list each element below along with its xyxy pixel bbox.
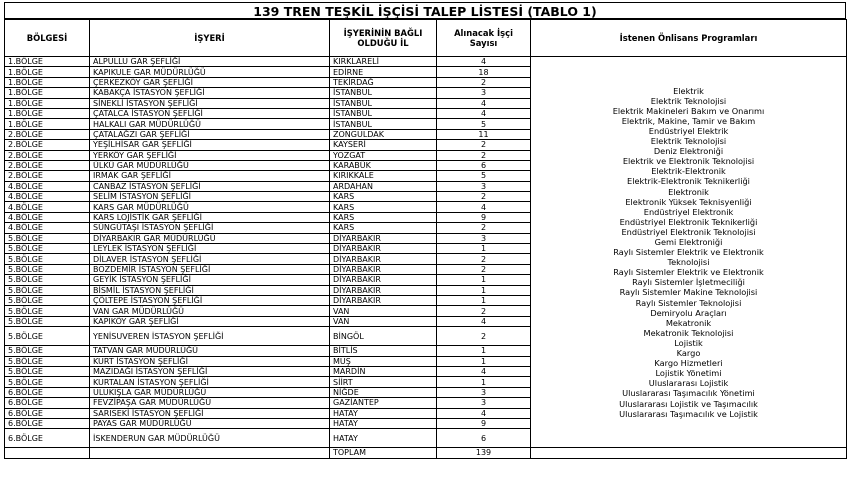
count-cell: 6 [437, 429, 531, 448]
region-cell: 5.BÖLGE [5, 264, 90, 274]
province-cell: HATAY [330, 429, 437, 448]
program-item: Endüstriyel Elektronik Teknolojisi [621, 226, 756, 237]
program-item: Raylı Sistemler Elektrik ve Elektronik [613, 267, 764, 278]
workplace-cell: YENİSUVEREN İSTASYON ŞEFLİĞİ [90, 327, 330, 346]
province-cell: KARABÜK [330, 160, 437, 170]
total-blank [531, 448, 847, 458]
count-cell: 11 [437, 129, 531, 139]
total-blank [5, 448, 90, 458]
count-cell: 1 [437, 346, 531, 356]
program-item: Elektrik Teknolojisi [650, 136, 727, 147]
workplace-cell: ÇERKEZKÖY GAR ŞEFLİĞİ [90, 77, 330, 87]
province-cell: SİİRT [330, 377, 437, 387]
province-cell: ZONGULDAK [330, 129, 437, 139]
count-cell: 2 [437, 327, 531, 346]
workplace-cell: YEŞİLHİSAR GAR ŞEFLİĞİ [90, 140, 330, 150]
workplace-cell: DİLAVER İSTASYON ŞEFLİĞİ [90, 254, 330, 264]
region-cell: 1.BÖLGE [5, 67, 90, 77]
program-item: Endüstriyel Elektronik Teknikerliği [619, 216, 758, 227]
count-cell: 1 [437, 295, 531, 305]
province-cell: DİYARBAKIR [330, 264, 437, 274]
workplace-cell: FEVZİPAŞA GAR MÜDÜRLÜĞÜ [90, 398, 330, 408]
count-cell: 4 [437, 98, 531, 108]
province-cell: DİYARBAKIR [330, 285, 437, 295]
count-cell: 3 [437, 233, 531, 243]
count-cell: 9 [437, 418, 531, 428]
table-row [5, 57, 847, 67]
province-cell: KARS [330, 202, 437, 212]
region-cell: 5.BÖLGE [5, 295, 90, 305]
province-cell: İSTANBUL [330, 108, 437, 118]
workplace-cell: ALPULLU GAR ŞEFLİĞİ [90, 57, 330, 67]
header-region: BÖLGESİ [5, 20, 90, 57]
workplace-cell: YERKÖY GAR ŞEFLİĞİ [90, 150, 330, 160]
province-cell: İSTANBUL [330, 98, 437, 108]
total-row [5, 448, 847, 458]
request-table [4, 19, 847, 459]
count-cell: 18 [437, 67, 531, 77]
program-item: Elektrik [673, 85, 704, 96]
count-cell: 3 [437, 88, 531, 98]
program-item: Uluslararası Lojistik ve Taşımacılık [619, 398, 758, 409]
workplace-cell: SELİM İSTASYON ŞEFLİĞİ [90, 192, 330, 202]
workplace-cell: DİYARBAKIR GAR MÜDÜRLÜĞÜ [90, 233, 330, 243]
workplace-cell: MAZIDAĞI İSTASYON ŞEFLİĞİ [90, 366, 330, 376]
region-cell: 5.BÖLGE [5, 306, 90, 316]
program-item: Raylı Sistemler İşletmeciliği [632, 277, 745, 288]
workplace-cell: İSKENDERUN GAR MÜDÜRLÜĞÜ [90, 429, 330, 448]
program-item: Elektrik-Elektronik [651, 166, 726, 177]
workplace-cell: ÇATALCA İSTASYON ŞEFLİĞİ [90, 108, 330, 118]
province-cell: KARS [330, 212, 437, 222]
count-cell: 3 [437, 387, 531, 397]
program-item: Endüstriyel Elektrik [648, 125, 729, 136]
count-cell: 4 [437, 408, 531, 418]
region-cell: 1.BÖLGE [5, 88, 90, 98]
count-cell: 1 [437, 275, 531, 285]
workplace-cell: CANBAZ İSTASYON ŞEFLİĞİ [90, 181, 330, 191]
region-cell: 1.BÖLGE [5, 98, 90, 108]
program-item: Elektrik-Elektronik Teknikerliği [627, 176, 750, 187]
header-workplace: İŞYERİ [90, 20, 330, 57]
province-cell: İSTANBUL [330, 119, 437, 129]
region-cell: 5.BÖLGE [5, 366, 90, 376]
program-item: Endüstriyel Elektronik [643, 206, 734, 217]
workplace-cell: BİSMİL İSTASYON ŞEFLİĞİ [90, 285, 330, 295]
province-cell: GAZİANTEP [330, 398, 437, 408]
province-cell: KIRIKKALE [330, 171, 437, 181]
workplace-cell: ÇÖLTEPE İSTASYON ŞEFLİĞİ [90, 295, 330, 305]
region-cell: 5.BÖLGE [5, 327, 90, 346]
total-value: 139 [437, 448, 531, 458]
count-cell: 1 [437, 244, 531, 254]
workplace-cell: SÜNGÜTAŞI İSTASYON ŞEFLİĞİ [90, 223, 330, 233]
province-cell: YOZGAT [330, 150, 437, 160]
workplace-cell: KABAKÇA İSTASYON ŞEFLİĞİ [90, 88, 330, 98]
province-cell: DİYARBAKIR [330, 244, 437, 254]
workplace-cell: KARS LOJİSTİK GAR ŞEFLİĞİ [90, 212, 330, 222]
province-cell: DİYARBAKIR [330, 254, 437, 264]
count-cell: 2 [437, 150, 531, 160]
workplace-cell: VAN GAR MÜDÜRLÜĞÜ [90, 306, 330, 316]
header-programs: İstenen Önlisans Programları [531, 20, 847, 57]
region-cell: 2.BÖLGE [5, 129, 90, 139]
region-cell: 5.BÖLGE [5, 244, 90, 254]
region-cell: 6.BÖLGE [5, 418, 90, 428]
province-cell: EDİRNE [330, 67, 437, 77]
province-cell: ARDAHAN [330, 181, 437, 191]
region-cell: 2.BÖLGE [5, 160, 90, 170]
province-cell: NİĞDE [330, 387, 437, 397]
program-item: Elektrik Makineleri Bakım ve Onarımı [612, 105, 765, 116]
count-cell: 5 [437, 171, 531, 181]
province-cell: MUŞ [330, 356, 437, 366]
province-cell: VAN [330, 306, 437, 316]
program-item: Elektronik [668, 186, 709, 197]
count-cell: 2 [437, 306, 531, 316]
count-cell: 2 [437, 77, 531, 87]
workplace-cell: BOZDEMİR İSTASYON ŞEFLİĞİ [90, 264, 330, 274]
region-cell: 2.BÖLGE [5, 140, 90, 150]
header-count: Alınacak İşçi Sayısı [437, 20, 531, 57]
province-cell: KIRKLARELİ [330, 57, 437, 67]
program-item: Lojistik [674, 337, 703, 348]
workplace-cell: LEYLEK İSTASYON ŞEFLİĞİ [90, 244, 330, 254]
program-item: Demiryolu Araçları [650, 307, 727, 318]
province-cell: MARDİN [330, 366, 437, 376]
workplace-cell: KAPIKULE GAR MÜDÜRLÜĞÜ [90, 67, 330, 77]
region-cell: 5.BÖLGE [5, 316, 90, 326]
count-cell: 3 [437, 181, 531, 191]
province-cell: BİNGÖL [330, 327, 437, 346]
count-cell: 4 [437, 316, 531, 326]
count-cell: 2 [437, 254, 531, 264]
province-cell: KAYSERİ [330, 140, 437, 150]
workplace-cell: HALKALI GAR MÜDÜRLÜĞÜ [90, 119, 330, 129]
header-province: İŞYERİNİN BAĞLI OLDUĞU İL [330, 20, 437, 57]
count-cell: 1 [437, 285, 531, 295]
count-cell: 3 [437, 398, 531, 408]
count-cell: 6 [437, 160, 531, 170]
count-cell: 4 [437, 202, 531, 212]
province-cell: VAN [330, 316, 437, 326]
workplace-cell: KURTALAN İSTASYON ŞEFLİĞİ [90, 377, 330, 387]
workplace-cell: SARISEKİ İSTASYON ŞEFLİĞİ [90, 408, 330, 418]
region-cell: 4.BÖLGE [5, 181, 90, 191]
region-cell: 5.BÖLGE [5, 346, 90, 356]
program-item: Kargo Hizmetleri [654, 358, 723, 369]
region-cell: 5.BÖLGE [5, 377, 90, 387]
region-cell: 5.BÖLGE [5, 233, 90, 243]
count-cell: 1 [437, 356, 531, 366]
province-cell: DİYARBAKIR [330, 275, 437, 285]
workplace-cell: PAYAS GAR MÜDÜRLÜĞÜ [90, 418, 330, 428]
workplace-cell: TATVAN GAR MÜDÜRLÜĞÜ [90, 346, 330, 356]
workplace-cell: KARS GAR MÜDÜRLÜĞÜ [90, 202, 330, 212]
province-cell: KARS [330, 223, 437, 233]
count-cell: 9 [437, 212, 531, 222]
region-cell: 2.BÖLGE [5, 150, 90, 160]
count-cell: 5 [437, 119, 531, 129]
province-cell: HATAY [330, 418, 437, 428]
workplace-cell: ULUKIŞLA GAR MÜDÜRLÜĞÜ [90, 387, 330, 397]
count-cell: 2 [437, 140, 531, 150]
region-cell: 6.BÖLGE [5, 429, 90, 448]
region-cell: 1.BÖLGE [5, 108, 90, 118]
region-cell: 5.BÖLGE [5, 356, 90, 366]
table-title: 139 TREN TEŞKİL İŞÇİSİ TALEP LİSTESİ (TABLO 1) [4, 2, 846, 19]
program-item: Lojistik Yönetimi [655, 368, 722, 379]
header-row [5, 20, 847, 57]
region-cell: 1.BÖLGE [5, 119, 90, 129]
program-item: Raylı Sistemler Elektrik ve Elektronik [613, 247, 764, 258]
region-cell: 6.BÖLGE [5, 398, 90, 408]
programs-cell [531, 57, 847, 448]
count-cell: 4 [437, 108, 531, 118]
count-cell: 1 [437, 377, 531, 387]
workplace-cell: ÜLKÜ GAR MÜDÜRLÜĞÜ [90, 160, 330, 170]
province-cell: KARS [330, 192, 437, 202]
program-item: Gemi Elektroniği [654, 237, 723, 247]
total-blank [90, 448, 330, 458]
program-item: Elektrik Teknolojisi [650, 95, 727, 106]
program-item: Elektronik Yüksek Teknisyenliği [625, 196, 752, 207]
region-cell: 4.BÖLGE [5, 223, 90, 233]
program-item: Raylı Sistemler Makine Teknolojisi [619, 287, 758, 298]
region-cell: 5.BÖLGE [5, 285, 90, 295]
region-cell: 4.BÖLGE [5, 212, 90, 222]
program-item: Raylı Sistemler Teknolojisi [635, 297, 742, 308]
province-cell: DİYARBAKIR [330, 233, 437, 243]
workplace-cell: KAPIKÖY GAR ŞEFLİĞİ [90, 316, 330, 326]
program-item: Mekatronik [665, 317, 712, 328]
program-item: Uluslararası Lojistik [648, 378, 729, 389]
workplace-cell: KURT İSTASYON ŞEFLİĞİ [90, 356, 330, 366]
region-cell: 6.BÖLGE [5, 387, 90, 397]
count-cell: 2 [437, 192, 531, 202]
region-cell: 1.BÖLGE [5, 57, 90, 67]
region-cell: 1.BÖLGE [5, 77, 90, 87]
total-label: TOPLAM [330, 448, 437, 458]
program-item: Kargo [676, 348, 701, 359]
province-cell: İSTANBUL [330, 88, 437, 98]
region-cell: 6.BÖLGE [5, 408, 90, 418]
program-item: Teknolojisi [667, 257, 710, 268]
province-cell: BİTLİS [330, 346, 437, 356]
count-cell: 2 [437, 223, 531, 233]
region-cell: 4.BÖLGE [5, 192, 90, 202]
province-cell: DİYARBAKIR [330, 295, 437, 305]
workplace-cell: ÇATALAĞZI GAR ŞEFLİĞİ [90, 129, 330, 139]
table-body [5, 57, 847, 459]
region-cell: 5.BÖLGE [5, 254, 90, 264]
province-cell: TEKİRDAĞ [330, 77, 437, 87]
province-cell: HATAY [330, 408, 437, 418]
program-item: Elektrik ve Elektronik Teknolojisi [622, 156, 755, 167]
region-cell: 4.BÖLGE [5, 202, 90, 212]
program-item: Mekatronik Teknolojisi [643, 327, 734, 338]
count-cell: 4 [437, 57, 531, 67]
count-cell: 4 [437, 366, 531, 376]
program-item: Deniz Elektroniği [653, 146, 724, 157]
program-item: Uluslararası Taşımacılık ve Lojistik [619, 408, 758, 419]
workplace-cell: SİNEKLİ İSTASYON ŞEFLİĞİ [90, 98, 330, 108]
workplace-cell: IRMAK GAR ŞEFLİĞİ [90, 171, 330, 181]
program-item: Elektrik, Makine, Tamir ve Bakım [621, 115, 756, 126]
count-cell: 2 [437, 264, 531, 274]
workplace-cell: GEYİK İSTASYON ŞEFLİĞİ [90, 275, 330, 285]
region-cell: 5.BÖLGE [5, 275, 90, 285]
program-item: Uluslararası Taşımacılık Yönetimi [622, 388, 755, 399]
region-cell: 2.BÖLGE [5, 171, 90, 181]
